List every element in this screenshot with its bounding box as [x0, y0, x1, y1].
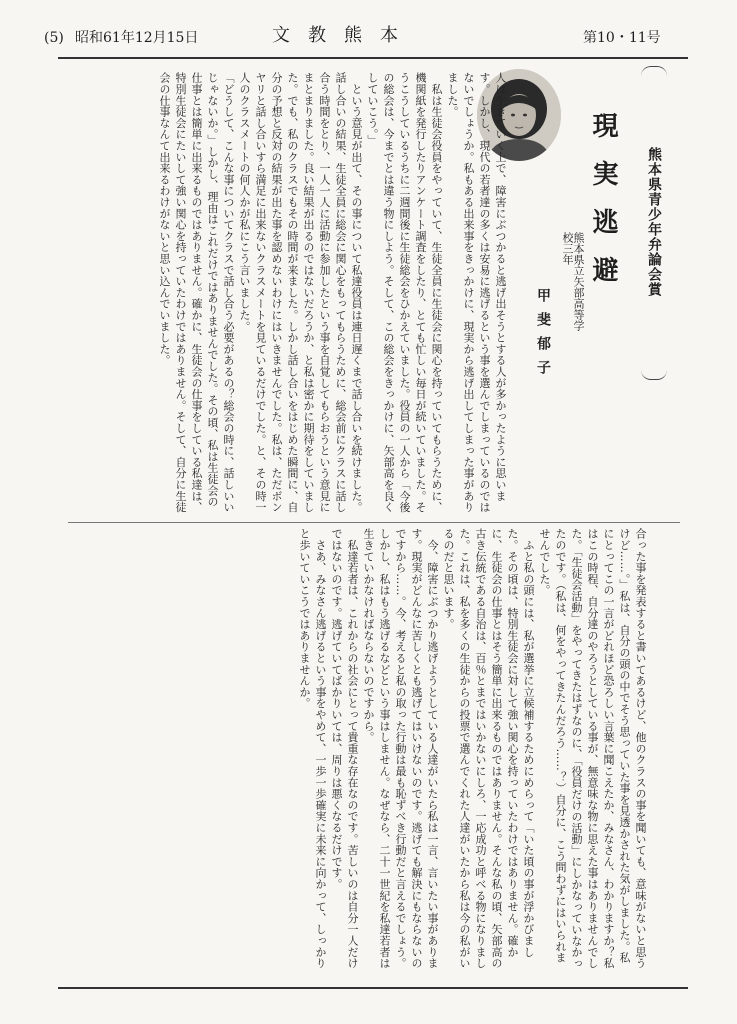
page-header — [0, 0, 737, 52]
body-paragraphs-upper: 人は生きていく上で、障害にぶつかると逃げ出そうとする人が多かったように思います。しかし、現代の若者達の多くは安易に逃げるという事を選んでしまっているのではないでしょうか。私もある出来事をきっかけに、現実から逃げ出してしまった事がありました。 私は生徒会役員をやっていて、生徒全員に生徒会に関心を持っていてもらうために、機関紙を発行したりアンケート調査をしたり、とても忙しい毎日が続いていました。そうこうしているうちに二週間後に生徒総会をひかえていました。役員の一人から「今後の総会は、今までとは違う物にしよう。そして、この総会をきっかけに、矢部高を良くしていこう。」 という意見が出て、その事について私達役員は連日遅くまで話し合いを続けました。話し合いの結果、生徒全員に総会に関心をもってもらうために、総会前にクラスに話し合う時間をとり、一人一人に活動に参加したという事を自覚してもらおうという意見にまとまりました。良い結果が出るのではないだろうか、と私は密かに期待をしていました。でも、私のクラスでもその時間が来ました。しかし話し合いをはじめた瞬間に、自分の予想と反対の結果が出た事を認めないわけにはいきませんでした。私は、ただボンヤリと話し合いすら満足に出来ないクラスメートを見ているだけでした。と、その時一人のクラスメートの何人かが私にこう言いました。 「どうして、こんな事についてクラスで話し合う必要があるの？総会の時に、話しいいじゃないか。」しかし、理由はこれだけではありませんでした。その頃、私は生徒会の仕事とは簡単に出来るものではありません。確かに、生徒会の仕事をしている私達は、特別生徒会にたいして強い関心を持っていたわけではありません。そして、自分に生徒会の仕事なんて出来るわけがないと思い込んでいました。 — [158, 72, 507, 513]
body-text-lower — [68, 528, 680, 973]
issue-number: 第10・11号 — [583, 30, 661, 46]
author-name: 甲斐郁子 — [535, 288, 551, 384]
article-title: 現実逃避 — [588, 112, 618, 304]
body-text-upper — [68, 72, 680, 517]
tier-divider — [68, 522, 680, 523]
page-number: (5) — [44, 30, 64, 46]
author-school: 熊本県立矢部高等学校三年 — [561, 232, 585, 331]
body-paragraphs-lower: 合った事を発表すると書いてあるけど、他のクラスの事を聞いても、意味がないと思うけど……。」私は、自分の頭の中でそう思っていた事を見透かされた気がしました。私にとってこの一言がどれほど恐ろしい言葉に聞こえたか、みなさん、わかりますか？私はこの時程、自分達のやろうとしている事が、無意味な物に思えた事はありませんでした。「生徒会活動」をやってきたはずなのに、「役員だけの活動」にしかなっていなかったのです。（私は、何をやってきたんだろう……？）自分に、こう問わずにはいられませんでした。 ふと私の頭には、私が選挙に立候補するためにめらって「いた頃の事が浮かびました。その頃は、特別生徒会に対して強い関心を持っていたわけではありません。確かに、生徒会の仕事とはそう簡単に出来るものではありません。そんな私の頃、矢部高の古き伝統である自治は、百％とまではいかないにしろ、一応成功と呼べる物になりました。これは、私を多くの生徒からの投票で選んでくれた人達がいたから私は今の私がいるのだと思います。 今、障害にぶつかり逃げようとしている人達がいたら私は一言、言いたい事があります。現実がどんなに苦しくとも逃げてはいけないのです。逃げても解決にもならないのですから……。今、考えると私の取った行動は最も恥ずべき行動だと言えるでしょう。しかし、私はもう逃げるなどという事はしません。なぜなら、二十一世紀を私達若者は生きていかなければならないのですから。 私達若者は、これからの社会にとって貴重な存在なのです。苦しいのは自分一人だけではないのです。逃げていてばかりいては、周りは悪くなるだけです。 さあ、みなさん逃げるという事をやめて、一歩一歩確実に未来に向かって、しっかりと歩いていこうではありませんか。 — [298, 528, 647, 969]
publication-date: 昭和61年12月15日 — [75, 30, 199, 46]
masthead: 文教熊本 — [272, 25, 416, 46]
award-label: 熊本県青少年弁論会賞 — [646, 147, 662, 297]
